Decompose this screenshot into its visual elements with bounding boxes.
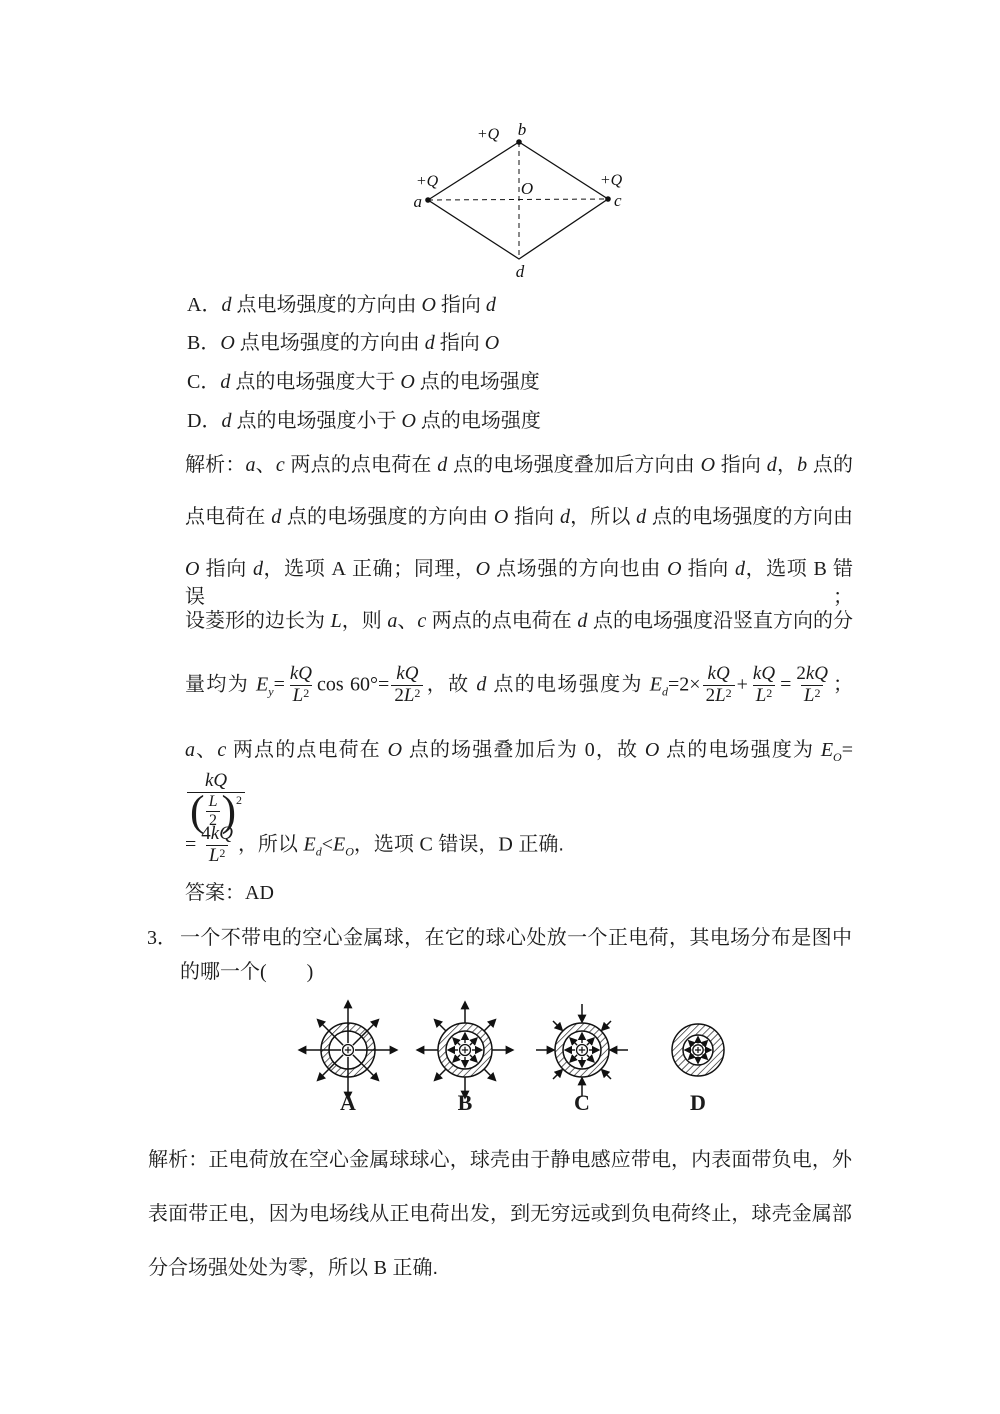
analysis-line: O 指向 d，选项 A 正确；同理，O 点场强的方向也由 O 指向 d，选项 B 错误； — [185, 558, 854, 608]
field-diagram-c — [527, 995, 637, 1105]
rhombus-charge-figure — [395, 118, 645, 290]
center-label-O: O — [520, 179, 534, 198]
option-d-key: D． — [187, 410, 222, 432]
diagram-label-d: D — [690, 1090, 706, 1115]
vertex-label-c: c — [614, 191, 622, 210]
option-b-key: B． — [187, 332, 221, 354]
analysis-line: 分合场强处处为零，所以 B 正确. — [148, 1257, 439, 1279]
option-a-text: d 点电场强度的方向由 O 指向 d — [221, 294, 496, 316]
vertex-label-b: b — [517, 120, 527, 139]
diagram-label-b: B — [457, 1090, 473, 1115]
field-diagram-d — [643, 995, 753, 1105]
option-d — [187, 407, 541, 435]
analysis-formula-line: = 4 kQ L 2 ，所以 $E_d<E_O$，选项 C 错误，D 正确. — [185, 823, 564, 866]
question3-stem-line1: 一个不带电的空心金属球，在它的球心处放一个正电荷，其电场分布是图中 — [180, 927, 852, 949]
option-c — [187, 368, 540, 396]
question3-number: 3． — [147, 927, 177, 949]
analysis-line: 设菱形的边长为 L，则 a、c 两点的点电荷在 d 点的电场强度沿竖直方向的分 — [185, 610, 853, 632]
charge-dot-c — [605, 196, 611, 202]
charge-label-top: +Q — [476, 126, 500, 143]
analysis-line: 解析：正电荷放在空心金属球球心，球壳由于静电感应带电，内表面带负电，外 — [148, 1149, 852, 1171]
diagonal-ac — [428, 199, 608, 200]
analysis-line: 点电荷在 d 点的电场强度的方向由 O 指向 d，所以 d 点的电场强度的方向由 — [185, 506, 853, 528]
charge-label-right: +Q — [599, 172, 623, 189]
option-a-key: A． — [187, 294, 222, 316]
answer-line: 答案：AD — [185, 882, 274, 904]
option-d-text: d 点的电场强度小于 O 点的电场强度 — [221, 410, 541, 432]
diagram-label-c: C — [574, 1090, 590, 1115]
field-diagram-a — [293, 995, 403, 1105]
option-c-text: d 点的电场强度大于 O 点的电场强度 — [220, 371, 540, 393]
charge-dot-a — [425, 197, 431, 203]
option-a — [187, 291, 496, 319]
diagram-label-a: A — [340, 1090, 356, 1115]
option-b-text: O 点电场强度的方向由 d 指向 O — [220, 332, 500, 354]
question3-stem-line2: 的哪一个( ) — [180, 961, 314, 983]
rhombus-edges — [428, 142, 608, 259]
field-diagram-b — [410, 995, 520, 1105]
analysis-line: 解析：a、c 两点的点电荷在 d 点的电场强度叠加后方向由 O 指向 d，b 点的 — [185, 454, 853, 476]
vertex-label-a: a — [413, 192, 422, 211]
vertex-label-d: d — [515, 262, 525, 281]
analysis-formula-line: 量均为 $E_y=$ kQ L 2 cos 60°= kQ 2 L 2 ，故 d 点的电场强度为 $E_d=2\times$ kQ 2 L 2 + kQ L 2 = 2 kQ L 2 ； — [185, 663, 854, 706]
analysis-formula-line: a、c 两点的点电荷在 O 点的场强叠加后为 0，故 O 点的电场强度为 $E_O=$ kQ ( L 2 ) $^2$ — [185, 739, 853, 835]
charge-label-left: +Q — [415, 173, 439, 190]
option-b — [187, 329, 499, 357]
option-c-key: C． — [187, 371, 221, 393]
analysis-line: 表面带正电，因为电场线从正电荷出发，到无穷远或到负电荷终止，球壳金属部 — [148, 1203, 852, 1225]
charge-dot-b — [516, 139, 522, 145]
